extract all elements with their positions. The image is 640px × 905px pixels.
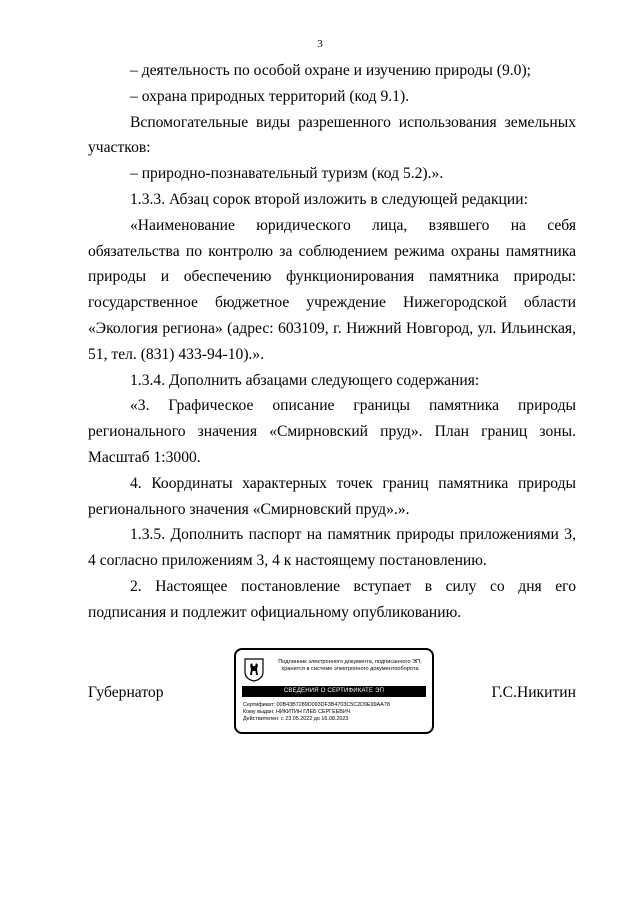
signature-block (88, 648, 576, 738)
paragraph: – охрана природных территорий (код 9.1). (130, 87, 410, 105)
certificate-label: Сертификат: (243, 702, 276, 708)
page-number: 3 (317, 38, 323, 50)
paragraph: 1.3.3. Абзац сорок второй изложить в следующей редакции: (130, 190, 528, 208)
certificate-header-band: СВЕДЕНИЯ О СЕРТИФИКАТЕ ЭП (242, 686, 426, 697)
paragraph: Вспомогательные виды разрешенного использования земельных участков: (88, 113, 576, 157)
paragraph: – природно-познавательный туризм (код 5.2).». (130, 165, 444, 183)
paragraph: «Наименование юридического лица, взявшего на себя обязательства по контролю за соблюдением режима охраны памятника природы и обеспечению функционирования памятника природы: государственное бюджетное учреждение Нижегородской области «Экология региона» (адрес: 603109, г. Нижний Новгород, ул. Ильинская, 51, тел. (831) 433-94-10).». (88, 216, 576, 363)
document-body (88, 58, 576, 626)
stamp-note-line: хранится в системе электронного документооборота (281, 666, 419, 673)
certificate-row (243, 702, 390, 709)
validity-row (243, 716, 390, 723)
electronic-signature-stamp (234, 648, 434, 734)
paragraph: 4. Координаты характерных точек границ памятника природы регионального значения «Смирновский пруд».». (88, 474, 576, 518)
signer-name: Г.С.Никитин (491, 684, 576, 701)
paragraph: 1.3.5. Дополнить паспорт на памятник природы приложениями 3, 4 согласно приложениям 3, 4 к настоящему постановлению. (88, 526, 576, 570)
paragraph: – деятельность по особой охране и изучению природы (9.0); (130, 62, 532, 79)
signer-title: Губернатор (88, 684, 164, 701)
stamp-note-line: Подлинник электронного документа, подписанного ЭП, (278, 659, 422, 665)
paragraph: «3. Графическое описание границы памятника природы регионального значения «Смирновский пруд». План границ зоны. Масштаб 1:3000. (88, 397, 576, 466)
issued-to-label: Кому выдан: (243, 709, 275, 715)
issued-to-row (243, 709, 390, 716)
validity-value: с 23.05.2022 до 16.08.2023 (281, 716, 349, 722)
paragraph: 1.3.4. Дополнить абзацами следующего содержания: (130, 371, 480, 389)
coat-of-arms-deer-icon (244, 658, 264, 682)
issued-to-value: НИКИТИН ГЛЕБ СЕРГЕЕВИЧ (275, 709, 351, 715)
validity-label: Действителен: (243, 716, 280, 722)
stamp-note (270, 659, 430, 674)
certificate-details (243, 702, 390, 723)
paragraph: 2. Настоящее постановление вступает в силу со дня его подписания и подлежит официальному опубликованию. (88, 577, 576, 621)
certificate-value: 00B43B7289D093DF3B4703C5C2D9E99AA78 (276, 702, 390, 708)
